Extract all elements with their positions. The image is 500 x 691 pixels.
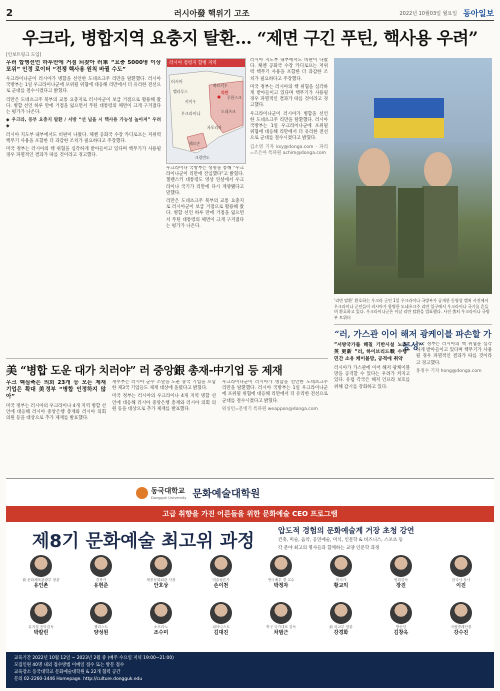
ad-footer-row: 교육장소 동국대학교 문화예술대학원 & 22개 협력 공간 — [14, 670, 121, 675]
speaker-avatar — [150, 602, 172, 624]
speaker-name: 유인촌 — [33, 583, 49, 590]
story-column-2 — [166, 166, 244, 356]
paragraph: 미국 정부는 러시아의 핵 위협을 심각하게 받아들이고 있다며 핵무기가 사용될 경우 파멸적인 결과가 따를 것이라고 경고했다. — [416, 342, 492, 366]
story-column-1 — [6, 60, 161, 356]
speaker-avatar — [450, 602, 472, 624]
right-subheadline: “러, 가스관 이어 해저 광케이블 파손할 가능성” — [334, 330, 492, 352]
paragraph: 러시아 지도부 내부에서도 비판이 나왔다. 체첸 공화국 수장 카디로프는 저위력 핵무기 사용을 포함한 더 과감한 조치가 필요하다고 주장했다. — [6, 132, 161, 144]
story-column-5 — [112, 380, 216, 476]
ad-footer-contact[interactable]: 문의 02-2260-3446 Homepage. http://culture.dongguk.edu — [14, 677, 143, 682]
paragraph: 우크라이나군이 러시아가 병합을 선언한 도네츠크주 리만을 탈환했다. 러시아 국방부는 1일 우크라이나군에 포위될 위협에 대응해 리만에서 더 유리한 전선으로 군대를 철수시켰다고 밝혔다. — [222, 380, 328, 404]
secondary-headline: 美 “병합 도운 대가 치러야” 러 중앙銀 총재-中기업 등 제재 — [6, 364, 283, 377]
issue-date: 2022년 10월03일 월요일 — [399, 10, 458, 17]
speaker-avatar — [210, 555, 232, 577]
speaker-card — [132, 602, 190, 648]
story-lede: 우크 핵심축은 의회 23개 등 모든 제재 기업은 확대 美정부 “병합 인정하지 않아” — [6, 380, 106, 400]
story-column-6 — [222, 380, 328, 476]
speaker-avatar — [330, 555, 352, 577]
map-title: 러시아 점령지 합병 지역 — [167, 59, 245, 67]
paragraph: 리만은 도네츠크주 북부의 교통 요충지로 러시아군이 보급 거점으로 활용해 왔다. 병합 선언 하루 만에 거점을 잃으면서 푸틴 대통령의 체면이 크게 구겨졌다는 평가가 나온다. — [6, 97, 161, 116]
ad-footer-row: 모집인원 40명 내외 접수방법 이메일 접수 또는 방문 접수 — [14, 663, 125, 668]
speaker-role: 방송인 — [395, 625, 407, 629]
speaker-role: 연극배우 겸 교수 — [267, 578, 295, 582]
speaker-role: 피아니스트 — [212, 625, 230, 629]
speaker-card — [132, 555, 190, 601]
speaker-card — [432, 555, 490, 601]
paragraph: 러시아 지도부 내부에서도 비판이 나왔다. 체첸 공화국 수장 카디로프는 저위력 핵무기 사용을 포함한 더 과감한 조치가 필요하다고 주장했다. — [250, 58, 328, 82]
speaker-name: 손이천 — [213, 583, 229, 590]
paragraph: 미국 정부는 러시아의 우크라이나 4개 지역 병합 선언에 대응해 러시아 중앙은행 총재와 러시아 의회 의원 등을 대상으로 추가 제재를 발표했다. — [6, 404, 106, 422]
speaker-avatar — [150, 555, 172, 577]
speaker-avatar — [330, 602, 352, 624]
speaker-name: 이진 — [456, 583, 466, 590]
speaker-grid — [6, 555, 494, 649]
speaker-avatar — [90, 602, 112, 624]
ad-subtitle-detail: 각 분야 최고의 명사들과 함께하는 교양 인문학 과정 — [278, 546, 380, 551]
paragraph-highlight: ◆ 우크라, 동부 요충지 탈환 / 서방 “선 넘을 시 핵사용 가능성 높아져” 우려 ◆ — [6, 118, 161, 130]
speaker-card — [432, 602, 490, 648]
soldiers-photo — [334, 58, 492, 294]
region-map — [166, 58, 246, 164]
ad-section — [6, 478, 494, 688]
map-label-10: 키이우 — [185, 99, 197, 104]
ad-footer — [6, 652, 494, 688]
photo-caption: ‘리만 탈환’ 환호하는 우크라 군인 1일 우크라이나 국방부가 공개한 동영상 캡처 사진에서 우크라이나 군인들이 러시아가 합병한 도네츠크주 리만 입구에서 우크라이나 국기를 흔들며 환호하고 있다. 우크라이나군은 이날 리만 탈환을 발표했다. 사진 출처 우크라이나 국방부 트위터 — [334, 298, 490, 320]
speaker-role: 한국사 강사 — [451, 578, 471, 582]
speaker-avatar — [90, 555, 112, 577]
speaker-avatar — [30, 555, 52, 577]
speaker-avatar — [270, 602, 292, 624]
speaker-card — [72, 602, 130, 648]
speaker-card — [192, 602, 250, 648]
paragraph: 미국 정부는 러시아의 핵 위협을 심각하게 받아들이고 있다며 핵무기가 사용될 경우 파멸적인 결과가 따를 것이라고 경고했다. — [250, 84, 328, 109]
speaker-card — [312, 555, 370, 601]
map-graphic — [167, 67, 245, 163]
right-column-1 — [334, 342, 410, 474]
ad-tagline: 고급 취향을 가진 어른들을 위한 문화예술 CEO 프로그램 — [6, 506, 494, 522]
ad-title: 제8기 문화예술 최고위 과정 — [32, 531, 255, 552]
photo-illustration — [334, 58, 492, 294]
speaker-card — [372, 555, 430, 601]
paragraph: 재무부는 러시아 군수 조달을 도운 중국 기업을 포함한 제3국 기업들도 제재 대상에 올렸다고 밝혔다. — [112, 380, 216, 392]
story-author: 워싱턴=문병기 특파원 weappon@donga.com — [222, 406, 318, 412]
speaker-role: 미식가 — [335, 578, 347, 582]
speaker-role: 세종문화회관 사장 — [146, 578, 176, 582]
speaker-role: 소프라노 — [154, 625, 168, 629]
speaker-avatar — [390, 602, 412, 624]
speaker-name: 김대진 — [213, 630, 229, 637]
speaker-role: 축구 국가대표 감독 — [265, 625, 297, 629]
speaker-role: 영화감독 — [394, 578, 408, 582]
divider — [6, 358, 328, 359]
university-emblem-icon — [136, 487, 148, 499]
section-title: 러시아發 핵위기 고조 — [174, 8, 250, 18]
map-label-1: 벨라루스 — [173, 89, 188, 94]
university-name-en: Dongguk University — [151, 495, 187, 500]
story-column-3 — [250, 58, 328, 358]
story-author: 홍정수 기자 hong@donga.com — [416, 368, 482, 374]
speaker-card — [372, 602, 430, 648]
paragraph: 리만은 도네츠크주 북부의 교통 요충지로 러시아군이 보급 거점으로 활용해 왔다. 병합 선언 하루 만에 거점을 잃으면서 푸틴 대통령의 체면이 크게 구겨졌다는 평가가 나온다. — [166, 199, 244, 229]
speaker-name: 차범근 — [273, 630, 289, 637]
speaker-name: 양성원 — [93, 630, 109, 637]
map-label-2: 우크라이나 — [181, 111, 201, 116]
speaker-name: 김창옥 — [393, 630, 409, 637]
main-headline: 우크라, 병합지역 요충지 탈환… “제면 구긴 푸틴, 핵사용 우려” — [22, 29, 478, 49]
speaker-role: 첼리스트 — [94, 625, 108, 629]
speaker-name: 박칼린 — [33, 630, 49, 637]
speaker-name: 장진 — [396, 583, 406, 590]
right-lede: “서방국가를 해칠 기반시설 노려” 英 更新 “러, 하이브리드戰 수행” 민간 소유 케이블망, 공격에 취약 — [334, 343, 410, 362]
graduate-school-name: 문화예술대학원 — [192, 489, 261, 500]
university-name: 동국대학교 — [151, 486, 185, 495]
newspaper-logo: 동아일보 — [463, 7, 494, 18]
map-label-8: 리만 — [221, 90, 229, 95]
speaker-avatar — [270, 555, 292, 577]
speaker-card — [72, 555, 130, 601]
paragraph: 미국 정부는 러시아의 핵 위협을 심각하게 받아들이고 있다며 핵무기가 사용될 경우 파멸적인 결과가 따를 것이라고 경고했다. — [6, 147, 161, 159]
speaker-card — [252, 555, 310, 601]
page-number: 2 — [6, 7, 13, 19]
paragraph: 우크라이나군이 러시아가 병합을 선언한 도네츠크주 리만을 탈환했다. 러시아 국방부는 1일 우크라이나군에 포위될 위협에 대응해 리만에서 더 유리한 전선으로 군대를 철수시켰다고 밝혔다. — [6, 77, 161, 95]
speaker-role: 건축가 — [95, 578, 107, 582]
map-label-5: 도네츠크 — [221, 109, 236, 114]
paragraph: 우크라이나군이 러시아가 병합을 선언한 도네츠크주 리만을 탈환했다. 러시아 국방부는 1일 우크라이나군에 포위될 위협에 대응해 리만에서 더 유리한 전선으로 군대를 철수시켰다고 밝혔다. — [250, 111, 328, 142]
map-label-3: 하르키우 — [213, 83, 228, 88]
speaker-role: 前 문화체육관광부 장관 — [22, 578, 60, 582]
speaker-card — [252, 602, 310, 648]
paragraph: 미국 정부는 러시아의 우크라이나 4개 지역 병합 선언에 대응해 러시아 중앙은행 총재와 러시아 의회 의원 등을 대상으로 추가 제재를 발표했다. — [112, 394, 216, 412]
ad-subtitle: 압도적 경험의 문화예술계 거장 초청 강연 — [278, 526, 415, 535]
divider — [334, 324, 492, 325]
speaker-avatar — [390, 555, 412, 577]
ad-footer-row: 교육기간 2022년 10월 12일 ~ 2023년 2월 중 (매주 수요일 저녁 19:00~21:00) — [14, 656, 174, 661]
map-label-4: 루한스크 — [227, 95, 242, 100]
speaker-card — [12, 555, 70, 601]
paragraph: 러시아가 가스관에 이어 해저 광케이블망을 공격할 수 있다는 우려가 커지고 있다. 유럽 각국은 해저 인프라 보호를 위해 감시를 강화하고 있다. — [334, 366, 410, 390]
paragraph: 우크라이나 국방부는 성명을 통해 “우크라이나군이 리만에 진입했다”고 밝혔다. 젤렌스키 대통령도 영상 연설에서 우크라이나 국기가 리만에 다시 게양됐다고 말했다. — [166, 166, 244, 196]
speaker-role: 뮤지컬 음악감독 — [28, 625, 54, 629]
speaker-card — [12, 602, 70, 648]
ad-subtitle-detail: 건축, 미술, 음악, 공연예술, 미식, 인문학 & 비즈니스, 스포츠 등 — [278, 538, 403, 543]
speaker-name: 강경화 — [333, 630, 349, 637]
speaker-role: 국립발레단장 — [450, 625, 472, 629]
speaker-avatar — [30, 602, 52, 624]
speaker-card — [312, 602, 370, 648]
speaker-name: 조수미 — [153, 630, 169, 637]
map-label-9: 크림반도 — [195, 155, 210, 160]
speaker-role: 前 외교부 장관 — [329, 625, 353, 629]
map-label-0: 러시아 — [171, 79, 183, 84]
map-label-6: 자포리자 — [207, 125, 222, 130]
speaker-name: 박정자 — [273, 583, 289, 590]
byline-note: [인보트링크 도입] — [6, 53, 42, 58]
speaker-avatar — [210, 602, 232, 624]
speaker-avatar — [450, 555, 472, 577]
story-column-4 — [6, 380, 106, 476]
speaker-name: 안호상 — [153, 583, 169, 590]
ad-logo — [136, 485, 260, 500]
map-label-7: 헤르손 — [189, 141, 201, 146]
speaker-name: 유현준 — [93, 583, 109, 590]
speaker-role: 미술평론가 — [212, 578, 230, 582]
speaker-card — [192, 555, 250, 601]
story-author: 김소영 기자 ksy@donga.com · 파리=조은아 특파원 achim@donga.com — [250, 144, 328, 156]
story-lede: 우러 합병선언 하루만에 거점 되찾아 러軍 “요충 5000명 이상 포위” 인정 로이터 “전쟁 핵사용 원칙 바뀔 수도” — [6, 60, 161, 73]
speaker-name: 강수진 — [453, 630, 469, 637]
speaker-name: 황교익 — [333, 583, 349, 590]
page-header — [6, 6, 494, 21]
right-column-2 — [416, 342, 492, 474]
